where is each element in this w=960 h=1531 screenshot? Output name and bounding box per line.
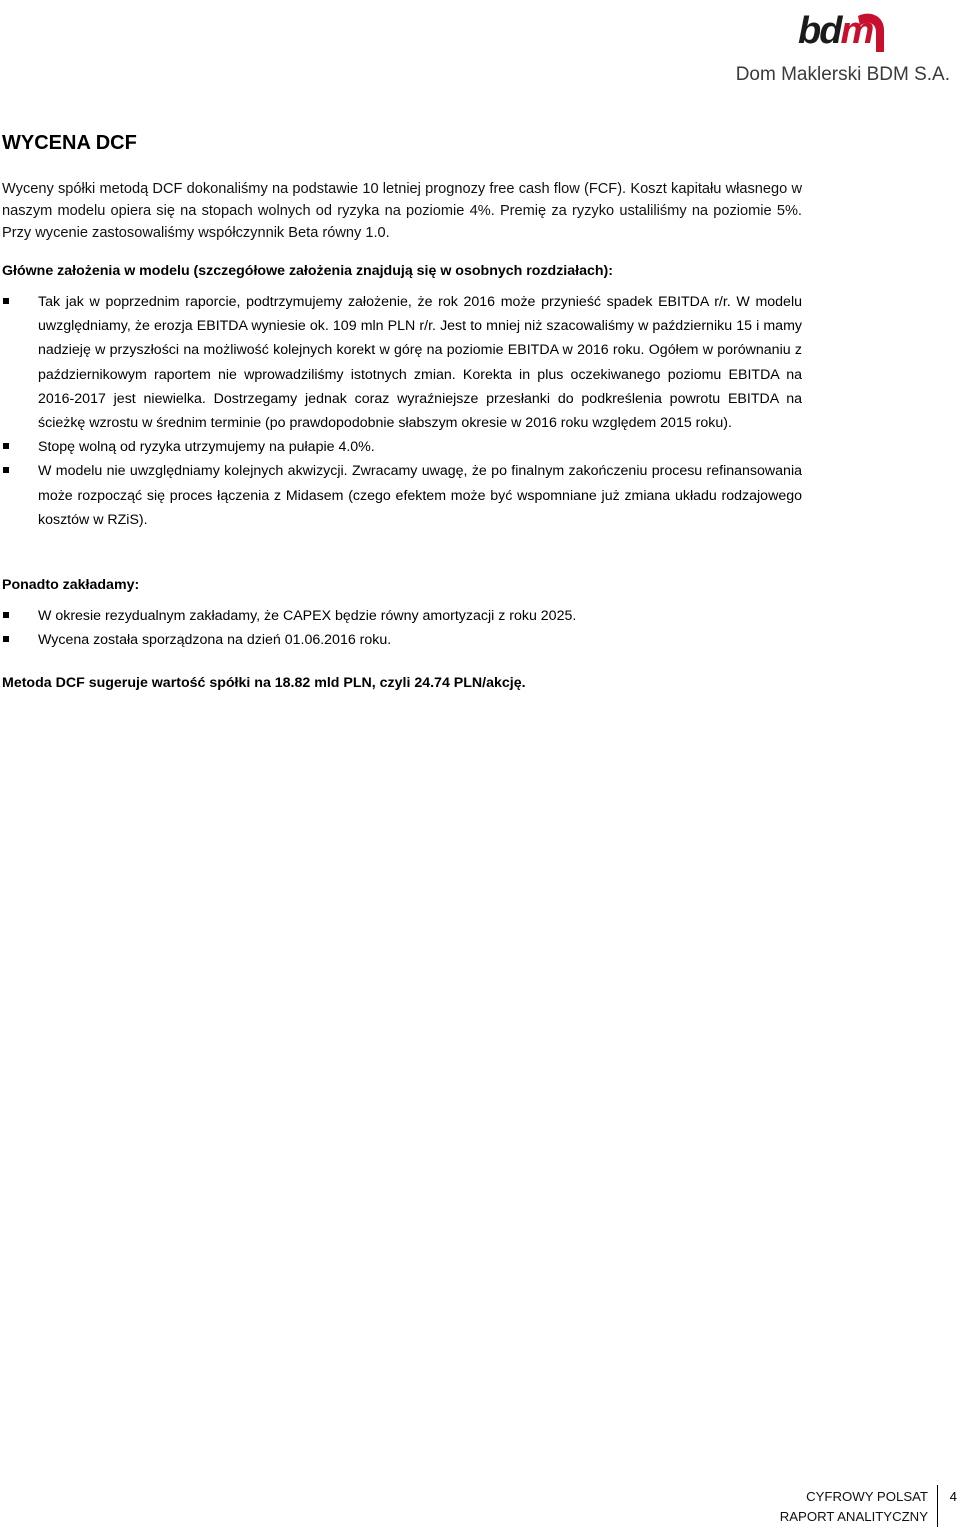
company-logo xyxy=(700,8,950,84)
main-assumptions-list xyxy=(2,290,802,532)
logo-letter-m: m xyxy=(840,10,873,52)
main-assumptions-heading: Główne założenia w modelu (szczegółowe założenia znajdują się w osobnych rozdziałach): xyxy=(2,263,613,279)
logo-wordmark xyxy=(798,8,872,54)
further-assumptions-heading: Ponadto zakładamy: xyxy=(2,577,140,594)
logo-letter-b: b xyxy=(798,10,820,52)
report-content xyxy=(2,126,802,709)
list-item: Wycena została sporządzona na dzień 01.06.2016 roku. xyxy=(2,628,802,652)
list-item: W modelu nie uwzględniamy kolejnych akwizycji. Zwracamy uwagę, że po finalnym zakończeniu procesu refinansowania może rozpocząć się proces łączenia z Midasem (czego efektem może być wspomniane już zmiana układu rodzajowego kosztów w RZiS). xyxy=(2,459,802,532)
footer-divider xyxy=(937,1485,938,1527)
page-footer xyxy=(760,1485,960,1531)
page-number: 4 xyxy=(949,1489,957,1504)
footer-report-type: RAPORT ANALITYCZNY xyxy=(779,1509,928,1524)
page-title: WYCENA DCF xyxy=(2,132,137,154)
company-name: Dom Maklerski BDM S.A. xyxy=(735,64,950,85)
intro-paragraph: Wyceny spółki metodą DCF dokonaliśmy na podstawie 10 letniej prognozy free cash flow (FCF). Koszt kapitału własnego w naszym modelu opiera się na stopach wolnych od ryzyka na poziomie 4%. Premię za ryzyko ustaliliśmy na poziomie 5%. Przy wycenie zastosowaliśmy współczynnik Beta równy 1.0. xyxy=(2,181,802,241)
valuation-summary: Metoda DCF sugeruje wartość spółki na 18.82 mld PLN, czyli 24.74 PLN/akcję. xyxy=(2,675,526,692)
logo-letter-d: d xyxy=(819,10,841,52)
list-item: Tak jak w poprzednim raporcie, podtrzymujemy założenie, że rok 2016 może przynieść spadek EBITDA r/r. W modelu uwzględniamy, że erozja EBITDA wyniesie ok. 109 mln PLN r/r. Jest to mniej niż szacowaliśmy w październiku 15 i mamy nadzieję w przyszłości na możliwość kolejnych korekt w górę na poziomie EBITDA w 2016 roku. Ogółem w porównaniu z październikowym raportem nie wprowadziliśmy istotnych zmian. Korekta in plus oczekiwanego poziomu EBITDA na 2016-2017 jest niewielka. Dostrzegamy jednak coraz wyraźniejsze przesłanki do podkreślenia powrotu EBITDA na ścieżkę wzrostu w średnim terminie (po prawdopodobnie słabszym okresie w 2016 roku względem 2015 roku). xyxy=(2,290,802,435)
list-item: Stopę wolną od ryzyka utrzymujemy na pułapie 4.0%. xyxy=(2,435,802,459)
footer-company: CYFROWY POLSAT xyxy=(806,1489,928,1504)
bdm-logo-mark xyxy=(788,8,888,58)
list-item: W okresie rezydualnym zakładamy, że CAPEX będzie równy amortyzacji z roku 2025. xyxy=(2,604,802,628)
further-assumptions-list xyxy=(2,604,802,652)
